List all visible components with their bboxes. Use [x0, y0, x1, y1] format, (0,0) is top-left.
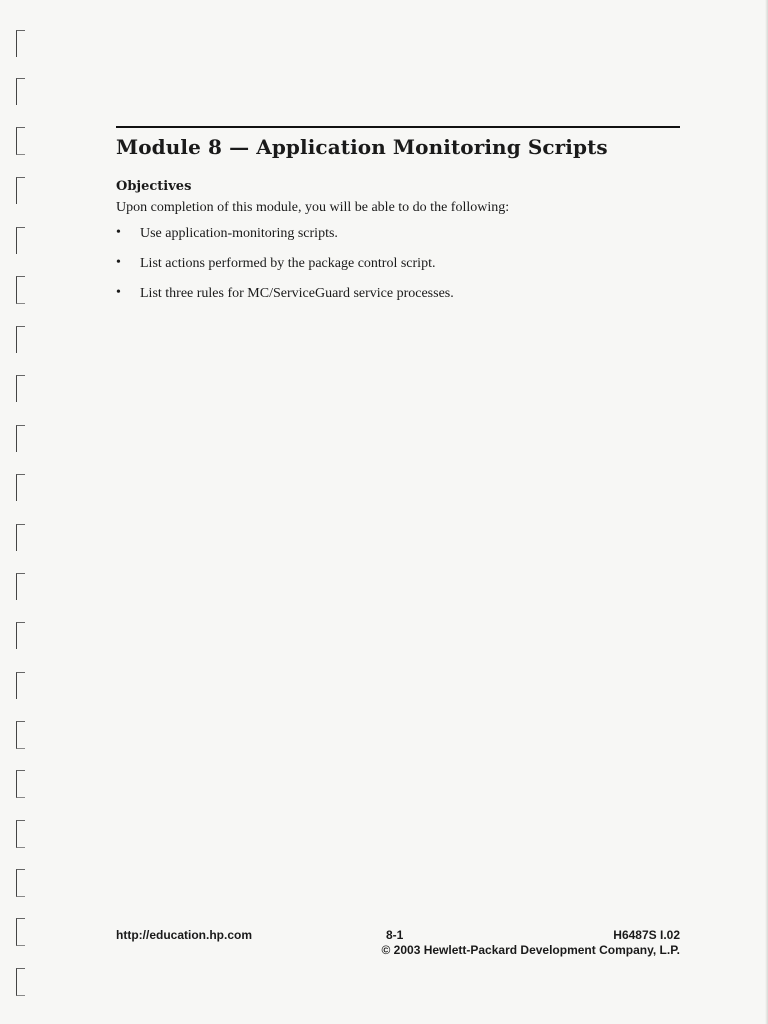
- binder-bracket: [16, 375, 25, 402]
- objective-item: • List actions performed by the package control script.: [116, 256, 680, 272]
- binder-hole-marks: [0, 0, 40, 1024]
- binder-bracket: [16, 78, 25, 105]
- footer-copyright: © 2003 Hewlett-Packard Development Company, L.P.: [381, 943, 680, 957]
- binder-bracket: [16, 30, 25, 57]
- title-rule: [116, 126, 680, 128]
- binder-bracket: [16, 326, 25, 353]
- binder-bracket: [16, 524, 25, 551]
- binder-bracket: [16, 177, 25, 204]
- footer-doc-id: H6487S I.02: [613, 928, 680, 942]
- binder-bracket: [16, 227, 25, 254]
- binder-bracket: [16, 573, 25, 600]
- page-content: [116, 126, 680, 316]
- objectives-list: [116, 226, 680, 302]
- binder-bracket: [16, 276, 25, 304]
- binder-bracket: [16, 820, 25, 848]
- intro-text: Upon completion of this module, you will be able to do the following:: [116, 200, 510, 215]
- binder-bracket: [16, 127, 25, 155]
- binder-bracket: [16, 869, 25, 897]
- section-heading-objectives: Objectives: [116, 179, 192, 194]
- binder-bracket: [16, 425, 25, 452]
- binder-bracket: [16, 474, 25, 501]
- binder-bracket: [16, 918, 25, 946]
- binder-bracket: [16, 622, 25, 649]
- binder-bracket: [16, 968, 25, 996]
- binder-bracket: [16, 721, 25, 749]
- footer-page-number: 8-1: [386, 928, 404, 942]
- footer-url: http://education.hp.com: [116, 928, 252, 942]
- page-title: Module 8 — Application Monitoring Scripts: [116, 135, 608, 159]
- objective-item: • Use application-monitoring scripts.: [116, 226, 680, 242]
- binder-bracket: [16, 770, 25, 798]
- binder-bracket: [16, 672, 25, 699]
- objective-item: • List three rules for MC/ServiceGuard service processes.: [116, 286, 680, 302]
